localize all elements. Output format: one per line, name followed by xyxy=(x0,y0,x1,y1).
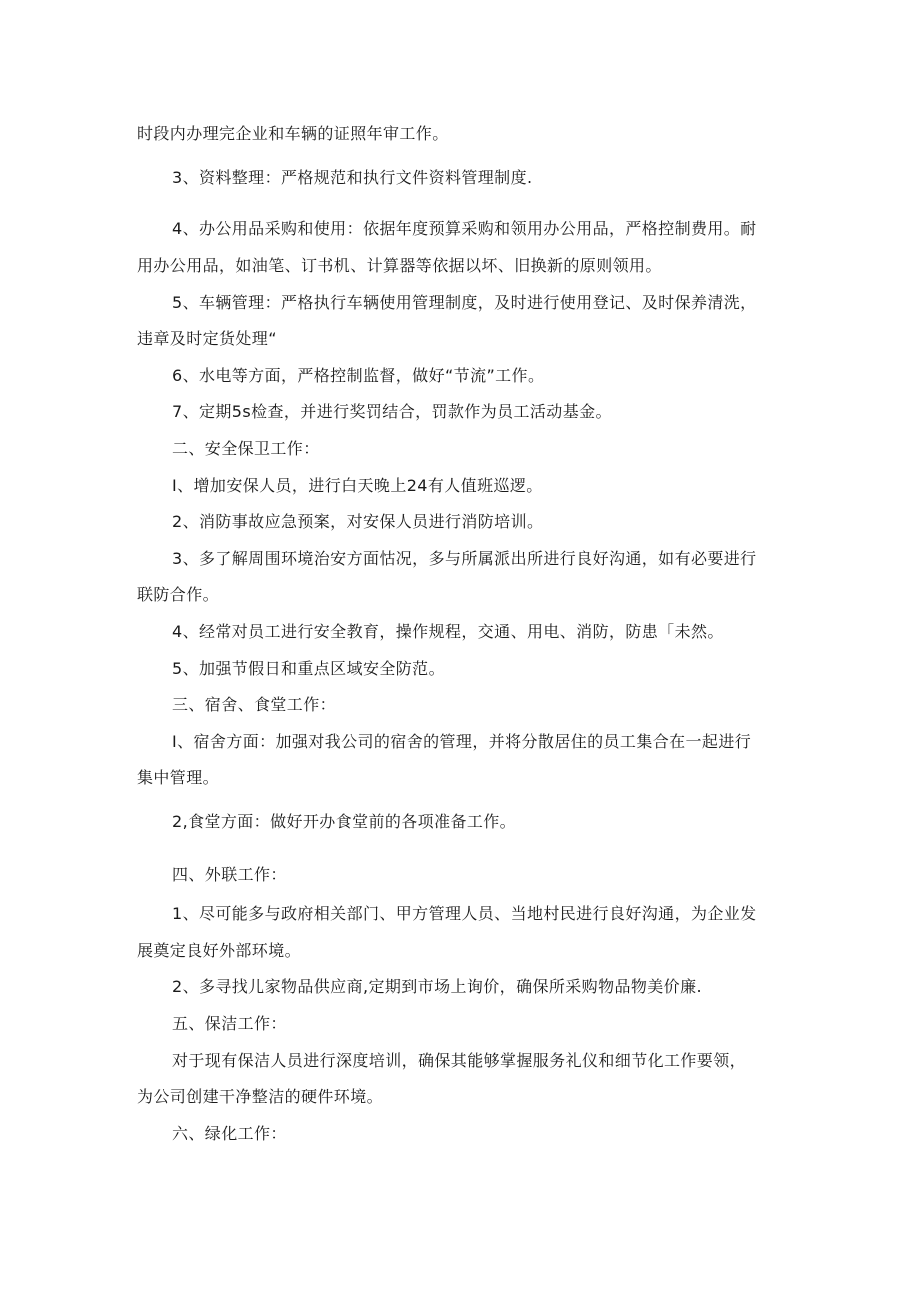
paragraph xyxy=(172,622,724,642)
paragraph-continuation xyxy=(137,256,662,276)
paragraph-line: 为公司创建干净整洁的硬件环境。 xyxy=(137,1087,384,1106)
paragraph-line: 5、车辆管理：严格执行车辆使用管理制度，及时进行使用登记、及时保养清洗， xyxy=(172,293,757,312)
paragraph-line: 违章及时定货处理“ xyxy=(137,329,277,348)
paragraph-line: 4、办公用品采购和使用：依据年度预算采购和领用办公用品，严格控制费用。耐 xyxy=(172,219,757,238)
paragraph-line: 5、加强节假日和重点区域安全防范。 xyxy=(172,659,445,678)
paragraph-line: 7、定期5s检查，并进行奖罚结合，罚款作为员工活动基金。 xyxy=(172,402,612,421)
paragraph-line: 2、多寻找儿家物品供应商,定期到市场上询价，确保所采购物品物美价廉. xyxy=(172,977,702,996)
paragraph xyxy=(172,904,757,924)
paragraph-continuation xyxy=(137,585,219,605)
section-heading xyxy=(172,1014,287,1034)
paragraph xyxy=(172,402,612,422)
section-heading xyxy=(172,439,320,459)
paragraph xyxy=(172,476,543,496)
paragraph xyxy=(172,977,702,997)
paragraph xyxy=(172,732,751,752)
section-heading xyxy=(172,865,287,885)
paragraph-line: 2、消防事故应急预案，对安保人员进行消防培训。 xyxy=(172,512,544,531)
paragraph-continuation xyxy=(137,329,277,349)
heading-text: 五、保洁工作： xyxy=(172,1014,287,1033)
section-heading xyxy=(172,695,336,715)
paragraph-line: I、宿舍方面：加强对我公司的宿舍的管理，并将分散居住的员工集合在一起进行 xyxy=(172,732,752,751)
paragraph xyxy=(172,549,757,569)
paragraph-line: I、增加安保人员，进行白天晚上24有人值班巡逻。 xyxy=(172,476,543,495)
paragraph-line: 对于现有保洁人员进行深度培训，确保其能够掌握服务礼仪和细节化工作要领， xyxy=(172,1051,747,1070)
paragraph-continuation xyxy=(137,941,301,961)
paragraph xyxy=(172,293,757,313)
paragraph xyxy=(172,512,543,532)
paragraph xyxy=(172,659,445,679)
heading-text: 六、绿化工作： xyxy=(172,1124,287,1143)
heading-text: 四、外联工作： xyxy=(172,865,287,884)
paragraph-line: 3、资料整理：严格规范和执行文件资料管理制度. xyxy=(172,168,533,187)
heading-text: 二、安全保卫工作： xyxy=(172,439,320,458)
paragraph-line: 3、多了解周围环境治安方面怙况，多与所属派出所进行良好沟通，如有必要进行 xyxy=(172,549,757,568)
paragraph-line: 4、经常对员工进行安全教育，操作规程，交通、用电、消防，防患「未然。 xyxy=(172,622,724,641)
paragraph xyxy=(172,812,516,832)
paragraph-continuation xyxy=(137,1087,383,1107)
heading-text: 三、宿舍、食堂工作： xyxy=(172,695,337,714)
paragraph-line: 集中管理。 xyxy=(137,768,220,787)
paragraph xyxy=(137,124,449,144)
paragraph-line: 联防合作。 xyxy=(137,585,220,604)
paragraph-line: 1、尽可能多与政府相关部门、甲方管理人员、当地村民进行良好沟通，为企业发 xyxy=(172,904,757,923)
paragraph-line: 展奠定良好外部环境。 xyxy=(137,941,302,960)
paragraph-continuation xyxy=(137,768,219,788)
paragraph xyxy=(172,366,544,386)
paragraph xyxy=(172,1051,746,1071)
paragraph-line: 用办公用品，如油笔、订书机、计算器等依据以坏、旧换新的原则领用。 xyxy=(137,256,662,275)
paragraph xyxy=(172,168,532,188)
paragraph-line: 6、水电等方面，严格控制监督，做好“节流”工作。 xyxy=(172,366,545,385)
paragraph-line: 时段内办理完企业和车辆的证照年审工作。 xyxy=(137,124,449,143)
paragraph-line: 2,食堂方面：做好开办食堂前的各项准备工作。 xyxy=(172,812,517,831)
section-heading xyxy=(172,1124,287,1144)
paragraph xyxy=(172,219,757,239)
